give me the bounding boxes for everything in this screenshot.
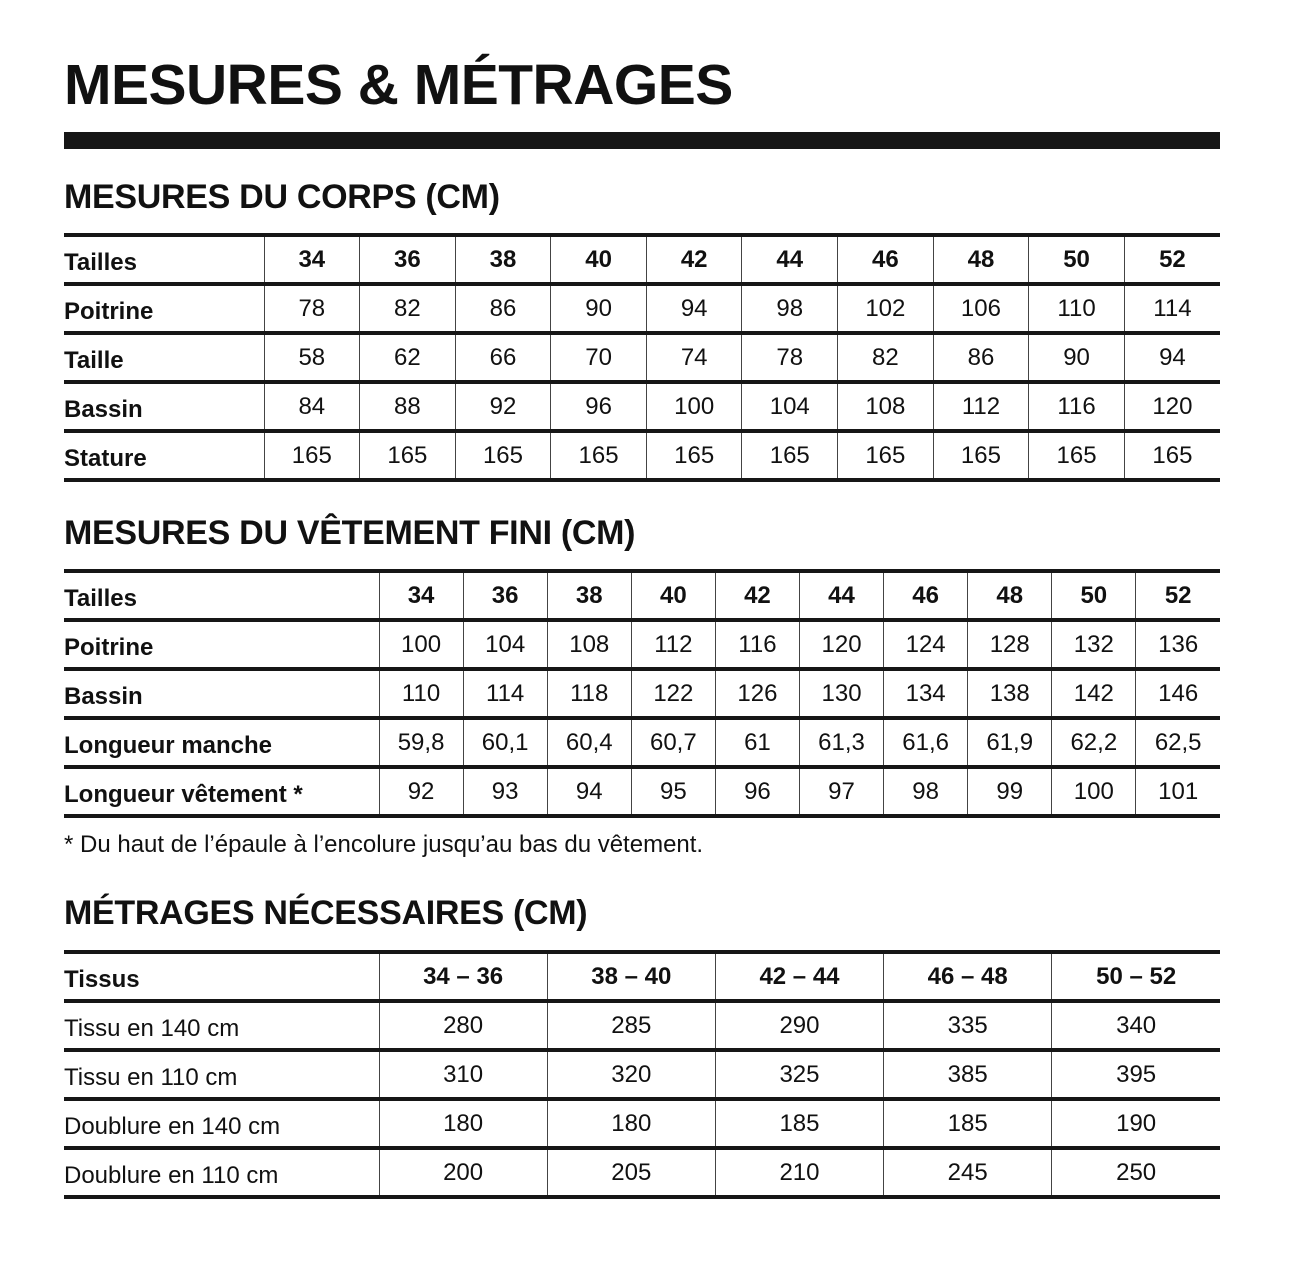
table-cell: 180: [547, 1099, 715, 1148]
table-cell: 142: [1052, 669, 1136, 718]
table-cell: 98: [884, 767, 968, 816]
row-label: Bassin: [64, 669, 379, 718]
footnote: * Du haut de l’épaule à l’encolure jusqu’au bas du vêtement.: [64, 831, 704, 858]
table-cell: 146: [1136, 669, 1220, 718]
table-cell: 340: [1052, 1001, 1220, 1050]
table-cell: 59,8: [379, 718, 463, 767]
size-header: 36: [463, 571, 547, 620]
table-header-row: [64, 952, 1220, 1001]
table-cell: 165: [264, 431, 360, 480]
size-header: 52: [1136, 571, 1220, 620]
size-header: 42: [715, 571, 799, 620]
table-cell: 118: [547, 669, 631, 718]
table-cell: 138: [968, 669, 1052, 718]
size-header: 34 – 36: [379, 952, 547, 1001]
row-label: Stature: [64, 431, 264, 480]
table-header-row: [64, 235, 1220, 284]
table-cell: 90: [551, 284, 647, 333]
title-divider: [64, 132, 1220, 149]
table-cell: 130: [799, 669, 883, 718]
size-header: 44: [742, 235, 838, 284]
table-cell: 200: [379, 1148, 547, 1197]
table-cell: 310: [379, 1050, 547, 1099]
table-cell: 250: [1052, 1148, 1220, 1197]
table-cell: 97: [799, 767, 883, 816]
table-cell: 128: [968, 620, 1052, 669]
table-cell: 320: [547, 1050, 715, 1099]
row-label: Tissu en 140 cm: [64, 1001, 379, 1050]
table-cell: 165: [742, 431, 838, 480]
size-header: 52: [1124, 235, 1220, 284]
table-cell: 62,2: [1052, 718, 1136, 767]
size-header: 42: [646, 235, 742, 284]
table-cell: 290: [715, 1001, 883, 1050]
table-cell: 210: [715, 1148, 883, 1197]
size-header: 38: [455, 235, 551, 284]
table-cell: 61,3: [799, 718, 883, 767]
table-cell: 124: [884, 620, 968, 669]
table-cell: 120: [799, 620, 883, 669]
table-cell: 185: [884, 1099, 1052, 1148]
row-label: Longueur manche: [64, 718, 379, 767]
size-header: 38 – 40: [547, 952, 715, 1001]
body-measurements-table: [64, 233, 1220, 482]
table-cell: 112: [933, 382, 1029, 431]
table-row: [64, 284, 1220, 333]
row-label: Tissu en 110 cm: [64, 1050, 379, 1099]
table-cell: 94: [1124, 333, 1220, 382]
table-cell: 165: [1124, 431, 1220, 480]
table-cell: 165: [646, 431, 742, 480]
row-label: Bassin: [64, 382, 264, 431]
row-label: Longueur vêtement *: [64, 767, 379, 816]
size-header: 34: [379, 571, 463, 620]
table-cell: 165: [933, 431, 1029, 480]
size-header: 38: [547, 571, 631, 620]
row-label: Tailles: [64, 571, 379, 620]
table-cell: 60,7: [631, 718, 715, 767]
size-header: 46 – 48: [884, 952, 1052, 1001]
table-cell: 245: [884, 1148, 1052, 1197]
table-row: [64, 718, 1220, 767]
table-cell: 325: [715, 1050, 883, 1099]
table-cell: 114: [1124, 284, 1220, 333]
table-cell: 82: [360, 284, 456, 333]
table-row: [64, 382, 1220, 431]
size-header: 50: [1029, 235, 1125, 284]
size-header: 44: [799, 571, 883, 620]
table-cell: 94: [646, 284, 742, 333]
table-row: [64, 669, 1220, 718]
table-cell: 106: [933, 284, 1029, 333]
table-row: [64, 1148, 1220, 1197]
table-cell: 62,5: [1136, 718, 1220, 767]
row-label: Doublure en 140 cm: [64, 1099, 379, 1148]
table-cell: 116: [715, 620, 799, 669]
finished-garment-heading: MESURES DU VÊTEMENT FINI (CM): [64, 514, 636, 552]
table-cell: 92: [455, 382, 551, 431]
table-cell: 165: [1029, 431, 1125, 480]
row-label: Poitrine: [64, 284, 264, 333]
table-cell: 62: [360, 333, 456, 382]
table-cell: 104: [742, 382, 838, 431]
table-cell: 93: [463, 767, 547, 816]
table-cell: 110: [1029, 284, 1125, 333]
table-row: [64, 1099, 1220, 1148]
table-cell: 110: [379, 669, 463, 718]
table-cell: 165: [551, 431, 647, 480]
table-cell: 61,6: [884, 718, 968, 767]
table-cell: 96: [715, 767, 799, 816]
size-header: 40: [551, 235, 647, 284]
table-cell: 285: [547, 1001, 715, 1050]
table-cell: 92: [379, 767, 463, 816]
table-row: [64, 767, 1220, 816]
table-row: [64, 431, 1220, 480]
size-header: 46: [838, 235, 934, 284]
table-cell: 205: [547, 1148, 715, 1197]
table-cell: 74: [646, 333, 742, 382]
table-cell: 132: [1052, 620, 1136, 669]
table-cell: 70: [551, 333, 647, 382]
size-header: 48: [933, 235, 1029, 284]
table-cell: 100: [379, 620, 463, 669]
table-cell: 61,9: [968, 718, 1052, 767]
table-cell: 108: [547, 620, 631, 669]
table-cell: 102: [838, 284, 934, 333]
table-cell: 88: [360, 382, 456, 431]
table-cell: 90: [1029, 333, 1125, 382]
body-measurements-heading: MESURES DU CORPS (CM): [64, 178, 500, 216]
fabric-requirements-heading: MÉTRAGES NÉCESSAIRES (CM): [64, 894, 588, 932]
table-row: [64, 333, 1220, 382]
table-cell: 136: [1136, 620, 1220, 669]
table-cell: 134: [884, 669, 968, 718]
table-cell: 96: [551, 382, 647, 431]
table-cell: 104: [463, 620, 547, 669]
size-header: 42 – 44: [715, 952, 883, 1001]
table-row: [64, 620, 1220, 669]
table-cell: 112: [631, 620, 715, 669]
table-cell: 108: [838, 382, 934, 431]
table-cell: 60,4: [547, 718, 631, 767]
table-cell: 78: [742, 333, 838, 382]
table-cell: 385: [884, 1050, 1052, 1099]
table-cell: 100: [1052, 767, 1136, 816]
table-cell: 165: [455, 431, 551, 480]
table-cell: 126: [715, 669, 799, 718]
table-cell: 335: [884, 1001, 1052, 1050]
row-label: Poitrine: [64, 620, 379, 669]
table-cell: 165: [360, 431, 456, 480]
row-label: Taille: [64, 333, 264, 382]
row-label: Tailles: [64, 235, 264, 284]
row-label: Tissus: [64, 952, 379, 1001]
table-cell: 82: [838, 333, 934, 382]
table-cell: 84: [264, 382, 360, 431]
size-header: 48: [968, 571, 1052, 620]
table-cell: 185: [715, 1099, 883, 1148]
table-row: [64, 1050, 1220, 1099]
size-header: 34: [264, 235, 360, 284]
size-header: 36: [360, 235, 456, 284]
table-cell: 190: [1052, 1099, 1220, 1148]
table-cell: 58: [264, 333, 360, 382]
fabric-requirements-table: [64, 950, 1220, 1199]
size-header: 50: [1052, 571, 1136, 620]
table-cell: 60,1: [463, 718, 547, 767]
page-title: MESURES & MÉTRAGES: [64, 53, 733, 117]
table-cell: 100: [646, 382, 742, 431]
table-header-row: [64, 571, 1220, 620]
size-header: 50 – 52: [1052, 952, 1220, 1001]
table-cell: 95: [631, 767, 715, 816]
table-cell: 98: [742, 284, 838, 333]
table-cell: 114: [463, 669, 547, 718]
table-cell: 280: [379, 1001, 547, 1050]
table-cell: 122: [631, 669, 715, 718]
table-cell: 395: [1052, 1050, 1220, 1099]
table-cell: 86: [933, 333, 1029, 382]
table-cell: 99: [968, 767, 1052, 816]
table-cell: 61: [715, 718, 799, 767]
finished-garment-table: [64, 569, 1220, 818]
table-cell: 86: [455, 284, 551, 333]
table-cell: 66: [455, 333, 551, 382]
size-header: 46: [884, 571, 968, 620]
table-cell: 165: [838, 431, 934, 480]
table-cell: 78: [264, 284, 360, 333]
row-label: Doublure en 110 cm: [64, 1148, 379, 1197]
table-cell: 116: [1029, 382, 1125, 431]
size-header: 40: [631, 571, 715, 620]
table-cell: 94: [547, 767, 631, 816]
table-cell: 101: [1136, 767, 1220, 816]
table-cell: 180: [379, 1099, 547, 1148]
table-row: [64, 1001, 1220, 1050]
table-cell: 120: [1124, 382, 1220, 431]
